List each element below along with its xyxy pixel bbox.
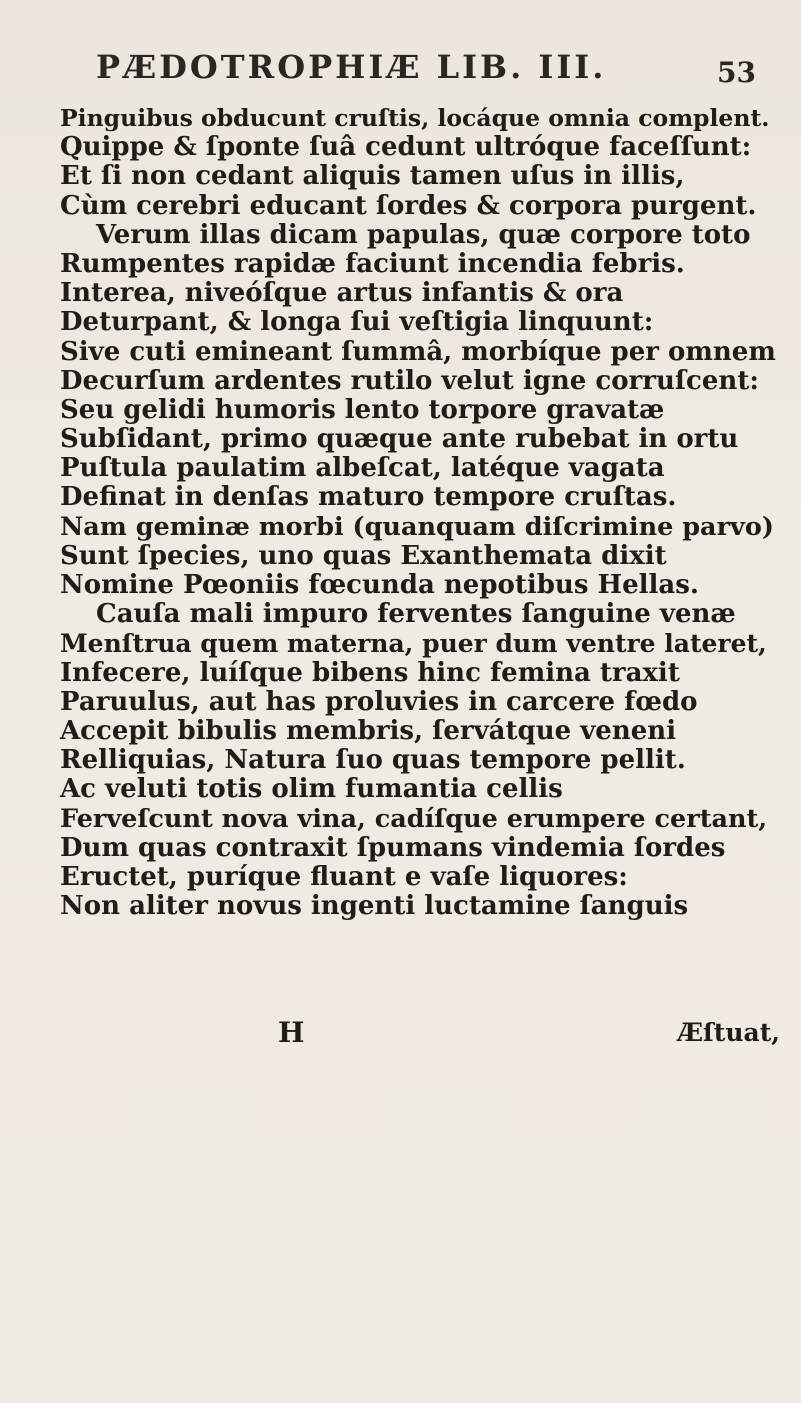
verse-line: Sive cuti emineant ſummâ, morbíque per omnem [60,336,776,367]
poem-text [60,104,780,921]
verse-line: Sunt ſpecies, uno quas Exanthemata dixit [60,540,667,571]
verse-line: Ac veluti totis olim fumantia cellis [60,774,563,805]
signature-mark: H [278,1016,305,1049]
verse-line: Cauſa mali impuro ferventes ſanguine venæ [96,599,736,630]
verse-line: Et ſi non cedant aliquis tamen uſus in illis, [60,161,685,192]
verse-line: Accepit bibulis membris, ſervátque veneni [60,715,677,746]
verse-line: Deturpant, & longa ſui veſtigia linquunt: [60,307,654,338]
verse-line: Nam geminæ morbi (quanquam diſcrimine parvo) [60,511,774,542]
verse-line: Paruulus, aut has proluvies in carcere fœdo [60,686,698,717]
verse-line: Ferveſcunt nova vina, cadíſque erumpere certant, [60,803,768,834]
verse-line: Relliquias, Natura ſuo quas tempore pellit. [60,745,686,776]
verse-line: Decurſum ardentes rutilo velut igne corruſcent: [60,365,759,396]
verse-line: Pinguibus obducunt cruſtis, locáque omnia complent. [60,104,770,132]
verse-line: Interea, niveóſque artus infantis & ora [60,278,624,309]
verse-line: Non aliter novus ingenti luctamine ſanguis [60,891,689,922]
verse-line: Menſtrua quem materna, puer dum ventre lateret, [60,629,767,659]
verse-line: Cùm cerebri educant ſordes & corpora purgent. [60,190,757,221]
verse-line: Subſidant, primo quæque ante rubebat in ortu [60,424,739,455]
verse-line: Verum illas dicam papulas, quæ corpore toto [96,219,751,250]
verse-line: Eructet, puríque fluant e vaſe liquores: [60,861,628,892]
verse-line: Infecere, luíſque bibens hinc femina traxit [60,657,680,688]
verse-line: Quippe & ſponte ſuâ cedunt ultróque faceſſunt: [60,132,752,163]
verse-line: Dum quas contraxit ſpumans vindemia ſordes [60,832,726,863]
verse-line: Definat in denſas maturo tempore cruſtas. [60,482,677,513]
verse-line: Rumpentes rapidæ faciunt incendia febris. [60,248,685,279]
verse-line: Seu gelidi humoris lento torpore gravatæ [60,394,665,425]
verse-line: Puſtula paulatim albeſcat, latéque vagata [60,453,665,484]
page-number: 53 [717,56,756,89]
running-title: PÆDOTROPHIÆ LIB. III. [96,48,607,86]
page-footer [60,1016,780,1052]
page-header [96,44,756,100]
verse-line: Nomine Pœoniis fœcunda nepotibus Hellas. [60,570,699,600]
catchword: Æſtuat, [677,1018,780,1047]
